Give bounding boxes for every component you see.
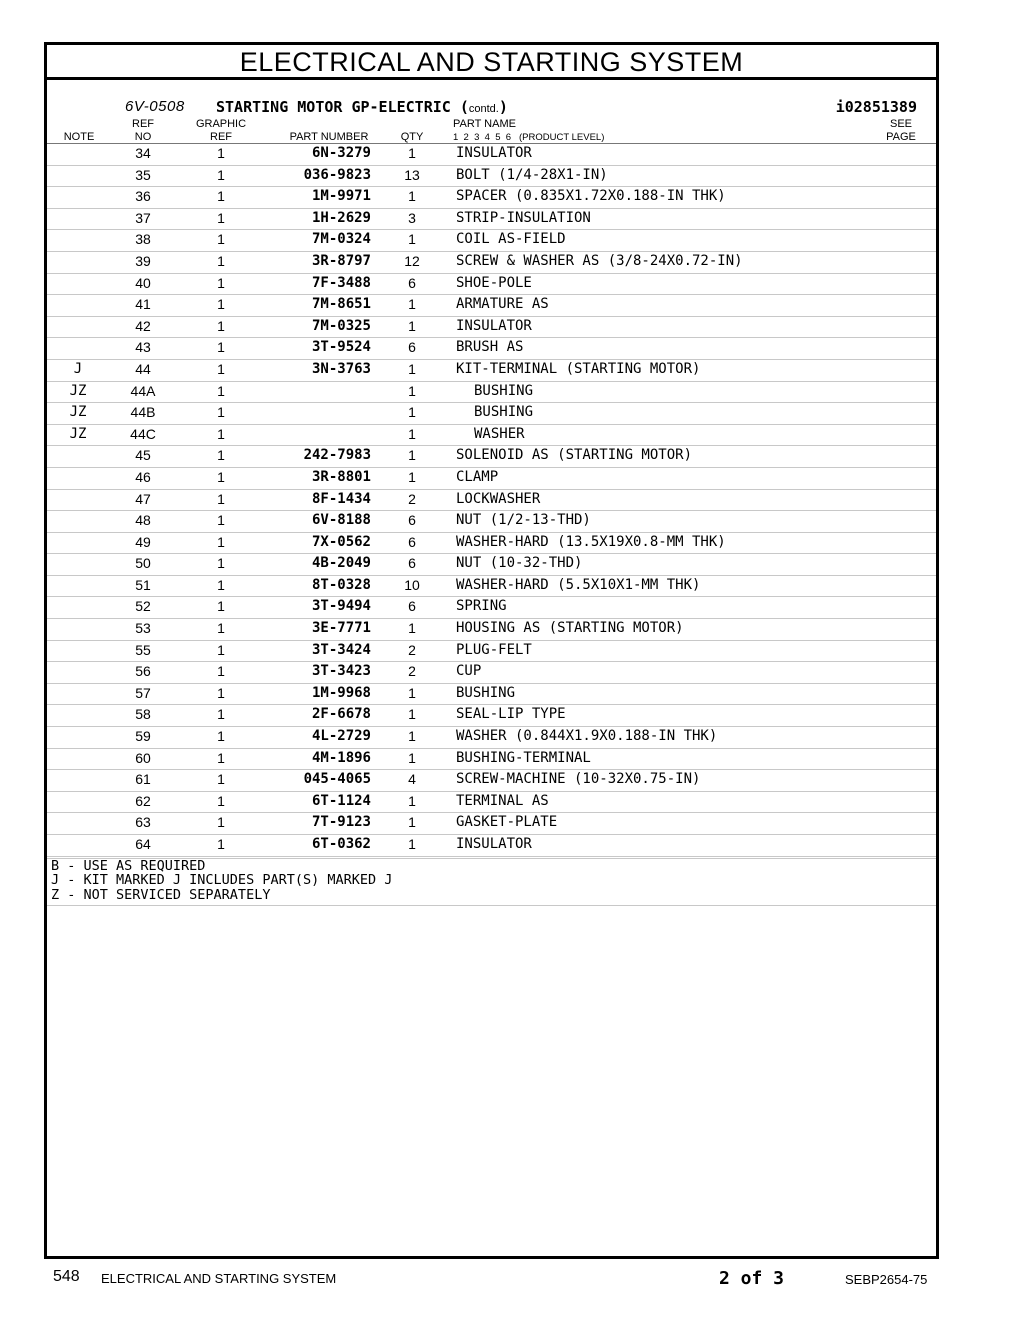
part-name-cell: BUSHING <box>474 382 534 399</box>
ref-no-cell: 36 <box>135 188 151 205</box>
table-row <box>47 209 936 231</box>
qty-cell: 2 <box>408 490 416 507</box>
graphic-ref-cell: 1 <box>217 749 225 766</box>
table-row <box>47 403 936 425</box>
col-header-ref-bottom: NO <box>134 131 152 143</box>
part-number-cell: 1H-2629 <box>311 209 371 226</box>
ref-no-cell: 64 <box>135 836 151 852</box>
graphic-ref-cell: 1 <box>217 425 225 442</box>
table-row <box>47 835 936 857</box>
graphic-ref-cell: 1 <box>217 339 225 356</box>
table-row <box>47 490 936 512</box>
col-header-ref-top: REF <box>132 118 154 130</box>
qty-cell: 1 <box>408 145 416 161</box>
notes-block <box>51 859 931 903</box>
graphic-ref-cell: 1 <box>217 598 225 615</box>
ref-no-cell: 44C <box>130 425 156 442</box>
qty-cell: 1 <box>408 382 416 399</box>
notes-divider-bottom <box>47 905 936 906</box>
qty-cell: 1 <box>408 360 416 377</box>
qty-cell: 4 <box>408 771 416 788</box>
ref-no-cell: 39 <box>135 252 151 269</box>
col-header-note: NOTE <box>63 131 95 143</box>
part-number-cell: 6N-3279 <box>311 145 371 161</box>
qty-cell: 6 <box>408 533 416 550</box>
part-name-cell: SOLENOID AS (STARTING MOTOR) <box>456 447 693 464</box>
group-name <box>216 98 508 116</box>
ref-no-cell: 43 <box>135 339 151 356</box>
table-row <box>47 554 936 576</box>
table-row <box>47 338 936 360</box>
part-name-cell: BOLT (1/4-28X1-IN) <box>456 166 608 183</box>
table-row <box>47 662 936 684</box>
group-header <box>47 97 936 117</box>
note-cell: JZ <box>69 404 87 421</box>
ref-no-cell: 50 <box>135 555 151 572</box>
part-name-cell: SPRING <box>456 598 507 615</box>
part-name-cell: TERMINAL AS <box>456 792 549 809</box>
table-row <box>47 619 936 641</box>
qty-cell: 13 <box>404 166 420 183</box>
table-row <box>47 749 936 771</box>
part-name-cell: PLUG-FELT <box>456 641 532 658</box>
note-line: J - KIT MARKED J INCLUDES PART(S) MARKED J <box>51 872 393 889</box>
part-name-cell: HOUSING AS (STARTING MOTOR) <box>456 620 684 637</box>
part-number-cell: 7M-8651 <box>311 296 371 313</box>
part-name-cell: SHOE-POLE <box>456 274 532 291</box>
qty-cell: 1 <box>408 728 416 745</box>
part-number-cell: 7M-0325 <box>311 317 371 334</box>
part-number-cell: 242-7983 <box>303 447 371 464</box>
graphic-ref-cell: 1 <box>217 166 225 183</box>
qty-cell: 1 <box>408 296 416 313</box>
part-number-cell: 3T-3424 <box>311 641 371 658</box>
ref-no-cell: 38 <box>135 231 151 248</box>
qty-cell: 1 <box>408 468 416 485</box>
part-number-cell: 4M-1896 <box>311 749 371 766</box>
ref-no-cell: 34 <box>135 145 151 161</box>
note-line: B - USE AS REQUIRED <box>51 857 206 874</box>
table-row <box>47 770 936 792</box>
part-number-cell: 6T-0362 <box>311 836 371 852</box>
part-number-cell: 3E-7771 <box>311 620 371 637</box>
part-number-cell: 3N-3763 <box>311 360 371 377</box>
ref-no-cell: 62 <box>135 792 151 809</box>
note-line: Z - NOT SERVICED SEPARATELY <box>51 886 271 903</box>
table-row <box>47 360 936 382</box>
table-row <box>47 792 936 814</box>
ref-no-cell: 37 <box>135 209 151 226</box>
qty-cell: 3 <box>408 209 416 226</box>
ref-no-cell: 57 <box>135 684 151 701</box>
part-name-cell: BUSHING-TERMINAL <box>456 749 591 766</box>
table-row <box>47 576 936 598</box>
table-row <box>47 295 936 317</box>
part-number-cell: 8T-0328 <box>311 576 371 593</box>
page-footer <box>0 1268 1020 1290</box>
part-number-cell: 7T-9123 <box>311 814 371 831</box>
ref-no-cell: 59 <box>135 728 151 745</box>
graphic-ref-cell: 1 <box>217 555 225 572</box>
col-header-graphic <box>187 118 255 144</box>
graphic-ref-cell: 1 <box>217 576 225 593</box>
table-row <box>47 382 936 404</box>
part-name-cell: KIT-TERMINAL (STARTING MOTOR) <box>456 360 701 377</box>
graphic-ref-cell: 1 <box>217 490 225 507</box>
ref-no-cell: 44A <box>130 382 156 399</box>
part-name-cell: STRIP-INSULATION <box>456 209 591 226</box>
qty-cell: 1 <box>408 620 416 637</box>
part-number-cell: 8F-1434 <box>311 490 371 507</box>
note-cell: J <box>73 360 83 377</box>
table-row <box>47 144 936 166</box>
part-number-cell: 2F-6678 <box>311 706 371 723</box>
part-number-cell: 1M-9968 <box>311 684 371 701</box>
group-number: 6V-0508 <box>125 98 185 115</box>
qty-cell: 1 <box>408 447 416 464</box>
col-header-see-page <box>879 118 923 144</box>
footer-section: ELECTRICAL AND STARTING SYSTEM <box>101 1271 337 1286</box>
graphic-ref-cell: 1 <box>217 274 225 291</box>
ref-no-cell: 52 <box>135 598 151 615</box>
qty-cell: 1 <box>408 425 416 442</box>
graphic-ref-cell: 1 <box>217 814 225 831</box>
note-cell: JZ <box>69 425 87 442</box>
table-row <box>47 511 936 533</box>
col-header-qty: QTY <box>400 131 424 143</box>
graphic-ref-cell: 1 <box>217 360 225 377</box>
qty-cell: 1 <box>408 188 416 205</box>
table-row <box>47 597 936 619</box>
ref-no-cell: 55 <box>135 641 151 658</box>
table-row <box>47 425 936 447</box>
page-number: 548 <box>53 1268 80 1285</box>
part-name-cell: NUT (10-32-THD) <box>456 555 583 572</box>
part-number-cell: 7M-0324 <box>311 231 371 248</box>
qty-cell: 1 <box>408 231 416 248</box>
part-number-cell: 045-4065 <box>303 771 371 788</box>
ref-no-cell: 53 <box>135 620 151 637</box>
ref-no-cell: 56 <box>135 663 151 680</box>
table-row <box>47 187 936 209</box>
part-number-cell: 4L-2729 <box>311 728 371 745</box>
col-header-see-top: SEE <box>889 118 912 130</box>
part-name-cell: NUT (1/2-13-THD) <box>456 512 591 529</box>
table-row <box>47 230 936 252</box>
graphic-ref-cell: 1 <box>217 836 225 852</box>
qty-cell: 12 <box>404 252 420 269</box>
qty-cell: 6 <box>408 512 416 529</box>
part-number-cell: 3R-8801 <box>311 468 371 485</box>
qty-cell: 1 <box>408 836 416 852</box>
qty-cell: 6 <box>408 339 416 356</box>
col-header-graphic-top: GRAPHIC <box>195 118 247 130</box>
part-number-cell: 3T-9494 <box>311 598 371 615</box>
part-number-cell: 036-9823 <box>303 166 371 183</box>
page-of: 2 of 3 <box>719 1268 785 1289</box>
qty-cell: 6 <box>408 274 416 291</box>
table-row <box>47 166 936 188</box>
ref-no-cell: 61 <box>135 771 151 788</box>
table-row <box>47 317 936 339</box>
ref-no-cell: 35 <box>135 166 151 183</box>
graphic-ref-cell: 1 <box>217 231 225 248</box>
qty-cell: 6 <box>408 555 416 572</box>
part-name-cell: LOCKWASHER <box>456 490 541 507</box>
part-name-cell: BUSHING <box>456 684 516 701</box>
graphic-ref-cell: 1 <box>217 296 225 313</box>
qty-cell: 6 <box>408 598 416 615</box>
table-row <box>47 446 936 468</box>
ref-no-cell: 44 <box>135 360 151 377</box>
part-number-cell: 7F-3488 <box>311 274 371 291</box>
table-row <box>47 813 936 835</box>
part-number-cell: 3R-8797 <box>311 252 371 269</box>
graphic-ref-cell: 1 <box>217 209 225 226</box>
graphic-ref-cell: 1 <box>217 382 225 399</box>
graphic-ref-cell: 1 <box>217 404 225 421</box>
qty-cell: 1 <box>408 792 416 809</box>
ref-no-cell: 45 <box>135 447 151 464</box>
ref-no-cell: 46 <box>135 468 151 485</box>
part-name-cell: SCREW & WASHER AS (3/8-24X0.72-IN) <box>456 252 743 269</box>
part-name-cell: COIL AS-FIELD <box>456 231 566 248</box>
col-header-product-level: 1 2 3 4 5 6 (PRODUCT LEVEL) <box>453 132 605 143</box>
col-header-part-number: PART NUMBER <box>289 131 369 143</box>
qty-cell: 1 <box>408 814 416 831</box>
qty-cell: 2 <box>408 663 416 680</box>
group-close-paren: ) <box>498 98 508 116</box>
part-name-cell: SPACER (0.835X1.72X0.188-IN THK) <box>456 188 726 205</box>
table-row <box>47 684 936 706</box>
table-row <box>47 274 936 296</box>
graphic-ref-cell: 1 <box>217 620 225 637</box>
qty-cell: 1 <box>408 684 416 701</box>
part-name-cell: BUSHING <box>474 404 534 421</box>
col-header-graphic-bottom: REF <box>210 131 232 143</box>
table-row <box>47 727 936 749</box>
graphic-ref-cell: 1 <box>217 512 225 529</box>
qty-cell: 1 <box>408 404 416 421</box>
group-name-text: STARTING MOTOR GP-ELECTRIC ( <box>216 98 469 116</box>
ref-no-cell: 48 <box>135 512 151 529</box>
part-number-cell: 3T-9524 <box>311 339 371 356</box>
ref-no-cell: 42 <box>135 317 151 334</box>
table-row <box>47 252 936 274</box>
document-id: SEBP2654-75 <box>845 1272 928 1287</box>
graphic-ref-cell: 1 <box>217 684 225 701</box>
part-number-cell: 7X-0562 <box>311 533 371 550</box>
table-row <box>47 641 936 663</box>
graphic-ref-cell: 1 <box>217 468 225 485</box>
part-number-cell: 4B-2049 <box>311 555 371 572</box>
graphic-ref-cell: 1 <box>217 663 225 680</box>
graphic-ref-cell: 1 <box>217 252 225 269</box>
part-name-cell: SEAL-LIP TYPE <box>456 706 566 723</box>
part-number-cell: 3T-3423 <box>311 663 371 680</box>
graphic-ref-cell: 1 <box>217 145 225 161</box>
ref-no-cell: 58 <box>135 706 151 723</box>
ref-no-cell: 63 <box>135 814 151 831</box>
ref-no-cell: 51 <box>135 576 151 593</box>
table-row <box>47 705 936 727</box>
qty-cell: 1 <box>408 749 416 766</box>
ref-no-cell: 44B <box>130 404 156 421</box>
part-name-cell: WASHER (0.844X1.9X0.188-IN THK) <box>456 728 718 745</box>
graphic-ref-cell: 1 <box>217 317 225 334</box>
part-number-cell: 1M-9971 <box>311 188 371 205</box>
graphic-ref-cell: 1 <box>217 728 225 745</box>
qty-cell: 2 <box>408 641 416 658</box>
col-header-ref <box>125 118 161 144</box>
part-number-cell: 6T-1124 <box>311 792 371 809</box>
ref-no-cell: 49 <box>135 533 151 550</box>
part-name-cell: GASKET-PLATE <box>456 814 558 831</box>
section-title: ELECTRICAL AND STARTING SYSTEM <box>47 45 936 80</box>
part-name-cell: WASHER-HARD (13.5X19X0.8-MM THK) <box>456 533 726 550</box>
col-header-part-name: PART NAME <box>453 118 516 130</box>
part-name-cell: SCREW-MACHINE (10-32X0.75-IN) <box>456 771 701 788</box>
parts-table <box>47 144 936 857</box>
graphic-ref-cell: 1 <box>217 188 225 205</box>
part-number-cell: 6V-8188 <box>311 512 371 529</box>
ref-no-cell: 40 <box>135 274 151 291</box>
part-name-cell: BRUSH AS <box>456 339 524 356</box>
ref-no-cell: 60 <box>135 749 151 766</box>
graphic-ref-cell: 1 <box>217 533 225 550</box>
graphic-ref-cell: 1 <box>217 792 225 809</box>
illustration-id: i02851389 <box>835 98 917 116</box>
parts-page-frame <box>44 42 939 1259</box>
col-header-see-bottom: PAGE <box>886 131 916 143</box>
part-name-cell: ARMATURE AS <box>456 296 549 313</box>
qty-cell: 1 <box>408 317 416 334</box>
qty-cell: 1 <box>408 706 416 723</box>
group-contd: contd. <box>468 103 499 115</box>
graphic-ref-cell: 1 <box>217 447 225 464</box>
table-row <box>47 468 936 490</box>
note-cell: JZ <box>69 382 87 399</box>
graphic-ref-cell: 1 <box>217 771 225 788</box>
part-name-cell: INSULATOR <box>456 317 532 334</box>
part-name-cell: CUP <box>456 663 482 680</box>
part-name-cell: WASHER <box>474 425 525 442</box>
ref-no-cell: 47 <box>135 490 151 507</box>
part-name-cell: INSULATOR <box>456 145 532 161</box>
graphic-ref-cell: 1 <box>217 706 225 723</box>
graphic-ref-cell: 1 <box>217 641 225 658</box>
ref-no-cell: 41 <box>135 296 151 313</box>
table-row <box>47 533 936 555</box>
part-name-cell: CLAMP <box>456 468 499 485</box>
part-name-cell: INSULATOR <box>456 836 532 852</box>
qty-cell: 10 <box>404 576 420 593</box>
part-name-cell: WASHER-HARD (5.5X10X1-MM THK) <box>456 576 701 593</box>
